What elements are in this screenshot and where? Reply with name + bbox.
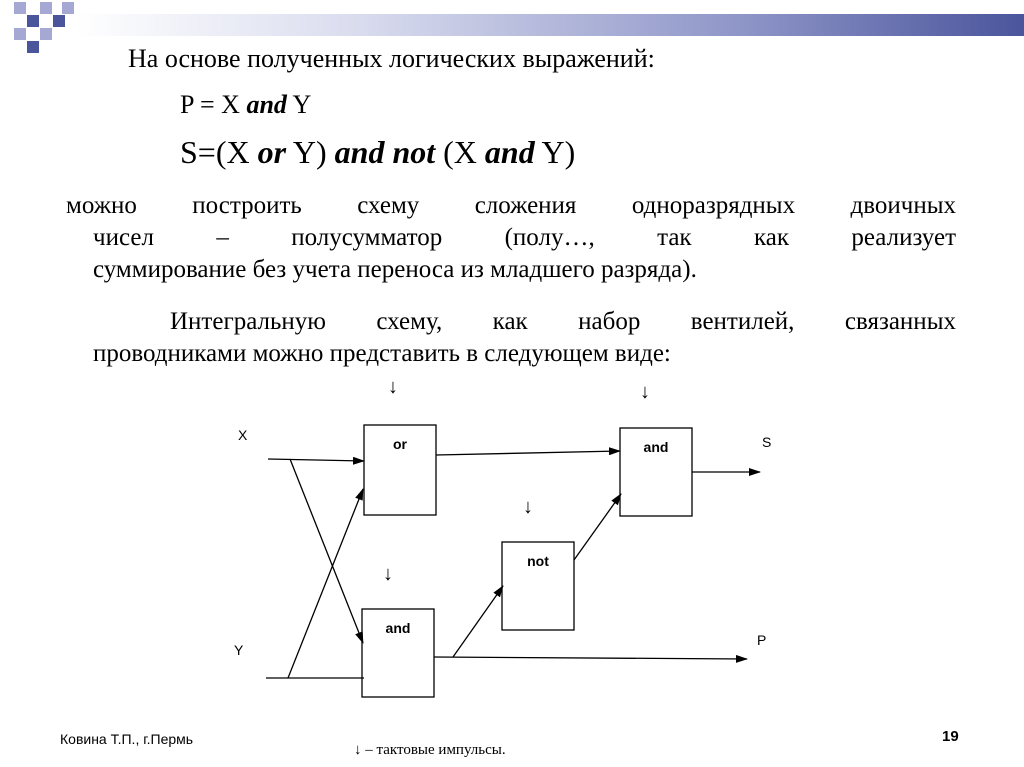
formula-p-op: and xyxy=(246,90,287,119)
slide-heading: На основе полученных логических выражений: xyxy=(128,44,655,73)
gate-or xyxy=(364,425,436,515)
gate-not-label: not xyxy=(527,553,549,569)
formula-p-lhs: P = X xyxy=(180,90,247,119)
paragraph-2-line: проводниками можно представить в следующем виде: xyxy=(93,340,671,367)
clock-arrow-and-bottom: ↓ xyxy=(383,563,393,585)
clock-arrow-or: ↓ xyxy=(388,376,398,398)
formula-s-part: Y) xyxy=(286,134,335,170)
page-number: 19 xyxy=(942,728,959,745)
formula-s-part: (X xyxy=(435,134,485,170)
input-y-label: Y xyxy=(234,642,244,658)
gate-or-label: or xyxy=(393,436,407,452)
gate-and-bottom-label: and xyxy=(385,620,411,636)
paragraph-1-line: суммирование без учета переноса из младшего разряда). xyxy=(93,256,697,283)
paragraph-2-line: Интегральную схему, как набор вентилей, связанных xyxy=(170,308,956,335)
input-x-label: X xyxy=(238,427,248,443)
gate-not xyxy=(502,542,574,630)
clock-legend: ↓ – тактовые импульсы. xyxy=(354,742,506,758)
formula-s-part: Y) xyxy=(534,134,576,170)
formula-s-and: and xyxy=(484,134,535,170)
footer-author: Ковина Т.П., г.Пермь xyxy=(60,731,194,747)
clock-arrow-not: ↓ xyxy=(523,496,533,518)
formula-s-part: S=(X xyxy=(180,134,258,170)
output-p-label: P xyxy=(757,632,767,648)
gate-and-top xyxy=(620,428,692,516)
gate-and-top-label: and xyxy=(643,439,669,455)
paragraph-1-line: можно построить схему сложения одноразрядных двоичных xyxy=(66,192,956,219)
formula-s-or: or xyxy=(257,134,287,170)
formula-p-rhs: Y xyxy=(286,90,312,119)
gate-and-bottom xyxy=(362,609,434,697)
formula-s-and-not: and not xyxy=(334,134,436,170)
clock-arrow-and-top: ↓ xyxy=(640,381,650,403)
output-s-label: S xyxy=(762,434,772,450)
paragraph-1-line: чисел – полусумматор (полу…, так как реализует xyxy=(93,224,956,251)
